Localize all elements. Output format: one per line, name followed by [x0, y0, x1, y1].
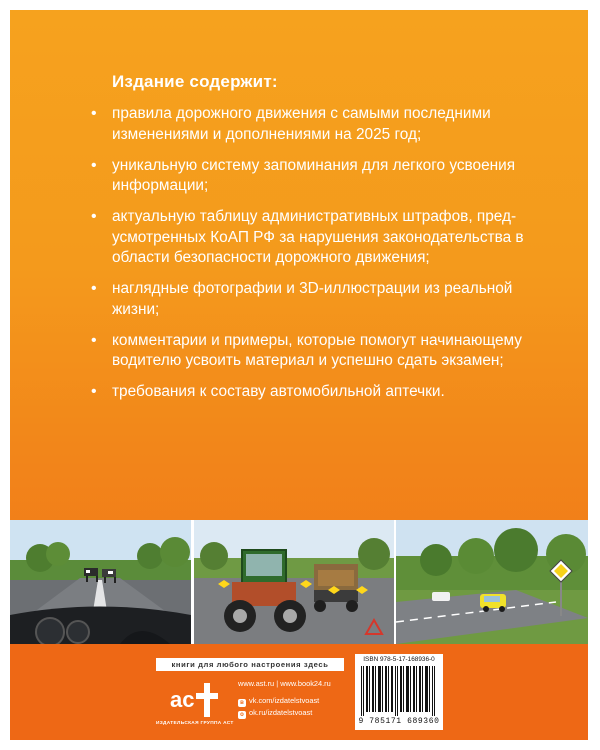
vk-link[interactable]: vk.com/izdatelstvoast: [249, 695, 320, 705]
slogan-banner: книги для любого настроения здесь: [156, 658, 344, 671]
list-item-text: наглядные фотографии и 3D-иллюстрации из реальной жизни;: [112, 280, 513, 318]
cows-on-road-illustration: [10, 520, 191, 644]
contents-heading: Издание содержит:: [112, 72, 278, 91]
ok-link[interactable]: ok.ru/izdatelstvoast: [249, 708, 313, 717]
bullet-icon: •: [91, 208, 97, 225]
website-link[interactable]: www.book24.ru: [280, 679, 331, 688]
list-item-text: требования к составу автомобильной аптечки.: [112, 383, 445, 400]
isbn-label: ISBN 978-5-17-168936-0: [363, 656, 435, 663]
vk-link-row: [238, 695, 331, 708]
ast-logo-icon: [168, 677, 220, 725]
website-links: [238, 678, 331, 691]
publisher-band: [10, 644, 588, 740]
book-back-cover: [10, 10, 588, 740]
list-item: [88, 104, 558, 145]
barcode-icon: [361, 666, 437, 716]
list-item-text: уникальную систему запоминания для легкого усвоения информации;: [112, 156, 516, 194]
illustration-strip: [10, 520, 588, 644]
contents-block: [88, 72, 558, 413]
bullet-icon: •: [91, 383, 97, 400]
barcode-number: 9 785171 689360: [358, 717, 440, 726]
contents-list: [88, 104, 558, 403]
list-item: [88, 382, 558, 403]
isbn-barcode-box: [355, 654, 443, 730]
list-item: [88, 156, 558, 197]
ok-link-row: [238, 707, 331, 720]
list-item: [88, 279, 558, 320]
links-separator: |: [276, 679, 279, 688]
priority-road-illustration: [396, 520, 588, 644]
svg-text:ac: ac: [170, 687, 195, 712]
tractor-and-truck-illustration: [194, 520, 394, 644]
bullet-icon: •: [91, 331, 97, 349]
list-item-text: комментарии и примеры, которые помогут начинающему водителю усвоить материал и успешно сдать экзамен;: [112, 331, 522, 369]
ok-icon: о: [238, 711, 246, 719]
list-item: [88, 331, 558, 372]
list-item-text: актуальную таблицу административных штрафов, пред-усмотренных КоАП РФ за нарушения законодательства в области безопасности дорожного движения;: [112, 208, 524, 266]
bullet-icon: •: [91, 280, 97, 297]
vk-icon: в: [238, 699, 246, 707]
list-item-text: правила дорожного движения с самыми последними изменениями и дополнениями на 2025 год;: [112, 105, 491, 143]
bullet-icon: •: [91, 156, 97, 174]
bullet-icon: •: [91, 105, 97, 122]
publisher-caption: ИЗДАТЕЛЬСКАЯ ГРУППА АСТ: [156, 721, 234, 726]
list-item: [88, 207, 558, 269]
website-link[interactable]: www.ast.ru: [238, 679, 275, 688]
publisher-links: [238, 678, 331, 720]
